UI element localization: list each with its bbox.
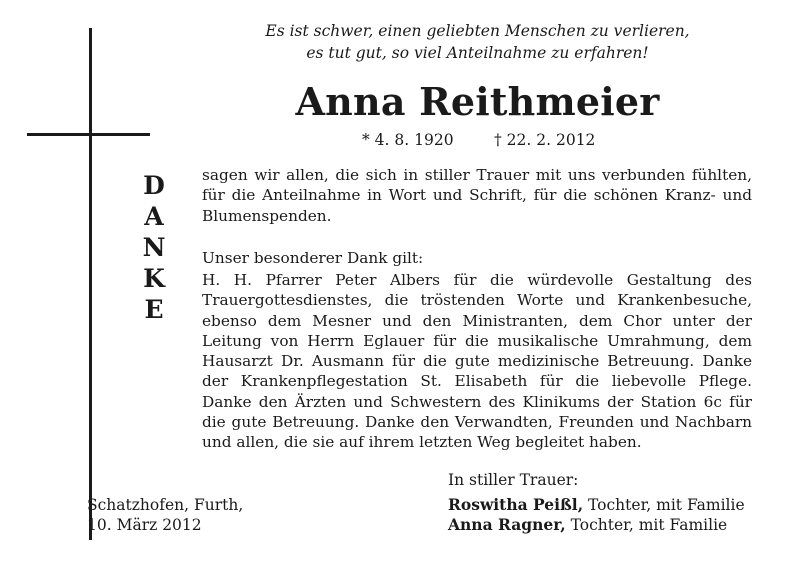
mourner-name: Roswitha Peißl,	[448, 495, 584, 514]
danke-vertical-word	[137, 170, 171, 325]
notice-date: 10. März 2012	[87, 516, 202, 534]
quote-line-2: es tut gut, so viel Anteilnahme zu erfahren!	[306, 44, 649, 62]
birth-date: * 4. 8. 1920	[362, 131, 454, 149]
thanks-paragraph: sagen wir allen, die sich in stiller Trauer mit uns verbunden fühlten, für die Anteilnahme in Wort und Schrift, für die schönen Kranz- und Blumenspenden.	[202, 166, 752, 225]
mourner-entry	[448, 495, 745, 515]
place: Schatzhofen, Furth,	[87, 496, 244, 514]
cross-vertical-bar	[89, 28, 92, 540]
quote-line-1: Es ist schwer, einen geliebten Menschen zu verlieren,	[265, 22, 690, 40]
danke-letter: E	[144, 295, 164, 324]
death-date: † 22. 2. 2012	[494, 131, 596, 149]
danke-letter: D	[143, 171, 165, 200]
danke-letter: K	[143, 264, 165, 293]
cross-horizontal-bar	[27, 133, 150, 136]
mourner-relation: Tochter, mit Familie	[565, 516, 728, 534]
special-thanks-paragraph: H. H. Pfarrer Peter Albers für die würdevolle Gestaltung des Trauergottesdienstes, die tröstenden Worte und Krankenbesuche, ebenso dem Mesner und den Ministranten, dem Chor unter der Leitung von Herrn Eglauer für die musikalische Umrahmung, dem Hausarzt Dr. Ausmann für die gute medizinische Betreuung. Danke der Krankenpflegestation St. Elisabeth für die liebevolle Pflege. Danke den Ärzten und Schwestern des Klinikums der Station 6c für die gute Betreuung. Danke den Verwandten, Freunden und Nachbarn und allen, die sie auf ihrem letzten Weg begleitet haben.	[202, 271, 752, 452]
danke-letter: N	[142, 233, 166, 262]
mourner-relation: Tochter, mit Familie	[583, 496, 745, 514]
deceased-name: Anna Reithmeier	[295, 79, 660, 124]
mourning-label: In stiller Trauer:	[448, 471, 579, 489]
mourner-entry	[448, 515, 727, 535]
special-thanks-heading: Unser besonderer Dank gilt:	[202, 249, 424, 267]
mourner-name: Anna Ragner,	[448, 515, 566, 534]
danke-letter: A	[144, 202, 164, 231]
